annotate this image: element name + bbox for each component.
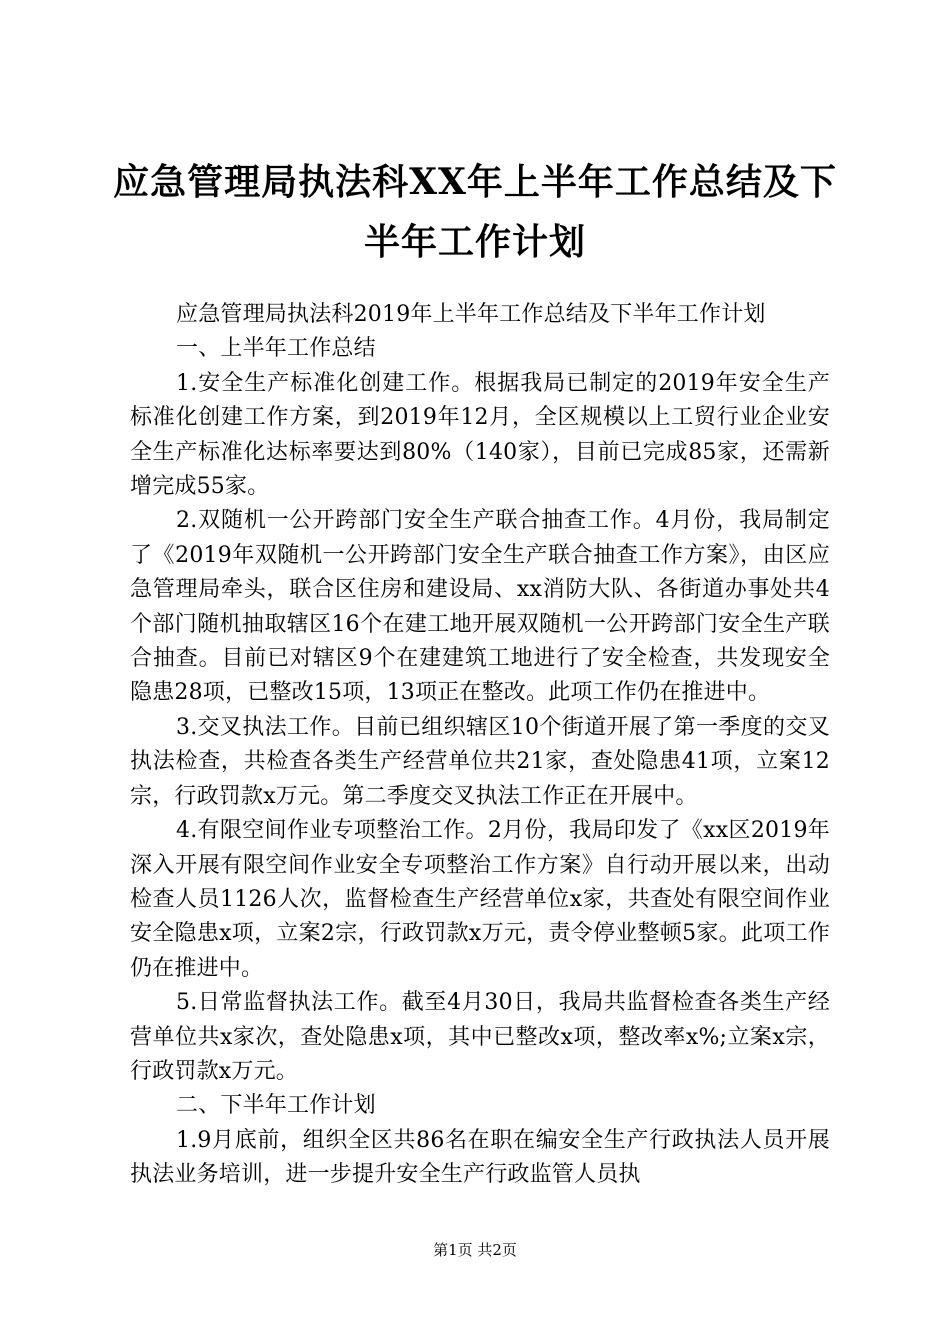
paragraph-item-4: 4.有限空间作业专项整治工作。2月份，我局印发了《xx区2019年深入开展有限空间作业安全专项整治工作方案》自行动开展以来，出动检查人员1126人次，监督检查生产经营单位x家，共查处有限空间作业安全隐患x项，立案2宗，行政罚款x万元，责令停业整顿5家。此项工作仍在推进中。 [130, 818, 830, 981]
paragraph-item-3: 3.交叉执法工作。目前已组织辖区10个街道开展了第一季度的交叉执法检查，共检查各类生产经营单位共21家，查处隐患41项，立案12宗，行政罚款x万元。第二季度交叉执法工作正在开展中。 [130, 714, 830, 809]
paragraph-plan-item-1: 1.9月底前，组织全区共86名在职在编安全生产行政执法人员开展执法业务培训，进一步提升安全生产行政监管人员执 [130, 1127, 830, 1188]
section-heading-second-half-plan: 二、下半年工作计划 [176, 1093, 376, 1119]
paragraph-item-5: 5.日常监督执法工作。截至4月30日，我局共监督检查各类生产经营单位共x家次，查处隐患x项，其中已整改x项，整改率x%;立案x宗，行政罚款x万元。 [130, 990, 830, 1084]
document-title-line-2: 半年工作计划 [363, 221, 586, 263]
paragraph-subtitle: 应急管理局执法科2019年上半年工作总结及下半年工作计划 [176, 302, 766, 327]
document-title-line-1: 应急管理局执法科XX年上半年工作总结及下 [113, 161, 837, 203]
document-body [130, 298, 830, 1193]
paragraph-item-1: 1.安全生产标准化创建工作。根据我局已制定的2019年安全生产标准化创建工作方案，到2019年12月，全区规模以上工贸行业企业安全生产标准化达标率要达到80%（140家），目前已完成85家，还需新增完成55家。 [130, 370, 830, 500]
section-heading-first-half-summary: 一、上半年工作总结 [176, 336, 376, 362]
paragraph-item-2: 2.双随机一公开跨部门安全生产联合抽查工作。4月份，我局制定了《2019年双随机一公开跨部门安全生产联合抽查工作方案》，由区应急管理局牵头，联合区住房和建设局、xx消防大队、各街道办事处共4个部门随机抽取辖区16个在建工地开展双随机一公开跨部门安全生产联合抽查。目前已对辖区9个在建建筑工地进行了安全检查，共发现安全隐患28项，已整改15项，13项正在整改。此项工作仍在推进中。 [130, 508, 830, 706]
page-number-footer: 第1页 共2页 [433, 1241, 517, 1259]
